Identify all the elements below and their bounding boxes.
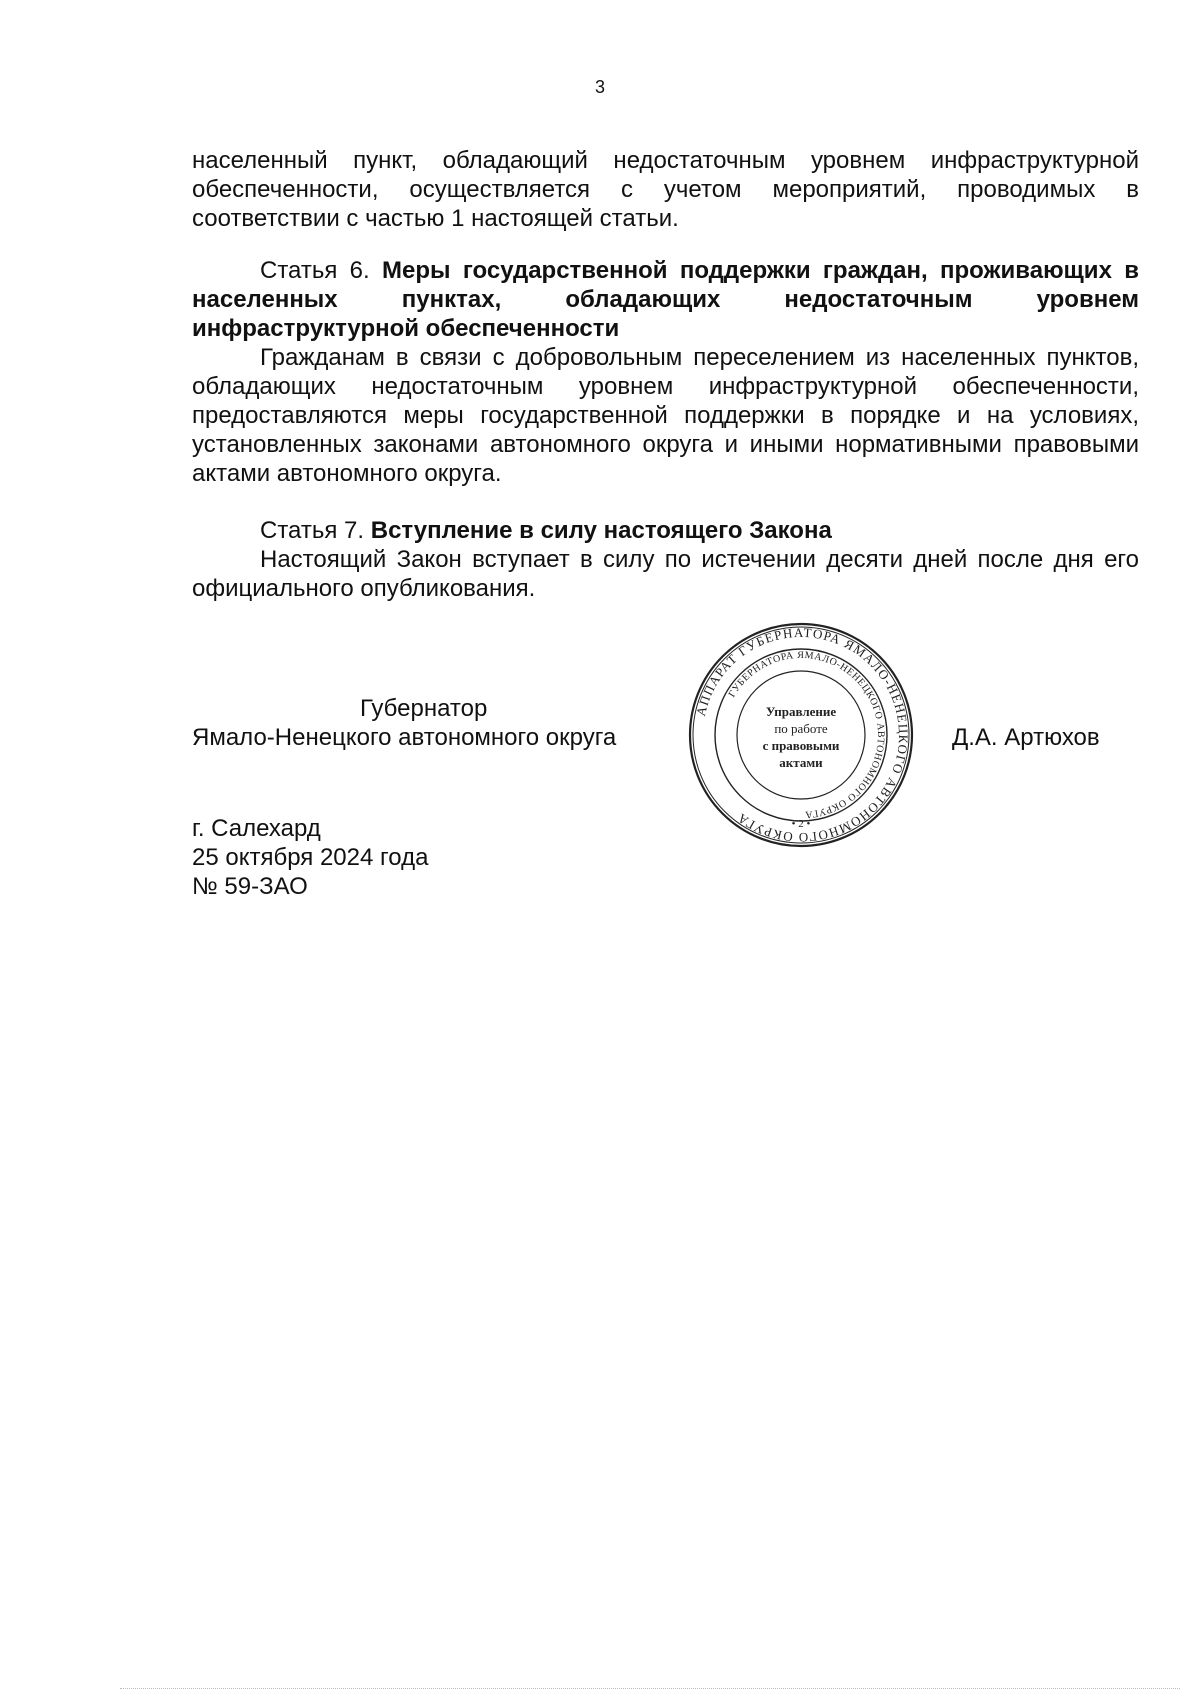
article-6-text: Гражданам в связи с добровольным переселением из населенных пунктов, обладающих недостаточным уровнем инфраструктурной обеспеченности, предоставляются меры государственной поддержки в порядке и на условиях, установленных законами автономного округа и иными нормативными правовыми актами автономного округа.: [192, 344, 1139, 487]
article-7-text: Настоящий Закон вступает в силу по истечении десяти дней после дня его официального опубликования.: [192, 546, 1139, 602]
article-6-title: Меры государственной поддержки граждан, проживающих в населенных пунктах, обладающих недостаточным уровнем инфраструктурной обеспеченности: [192, 257, 1139, 342]
seal-center-line1: Управление: [765, 704, 837, 719]
paragraph-continuation: [192, 146, 1139, 233]
seal-graphic: [688, 622, 914, 848]
seal-center-line2: по работе: [774, 721, 828, 736]
seal-outer-text: АППАРАТ ГУБЕРНАТОРА ЯМАЛО-НЕНЕЦКОГО АВТОНОМНОГО ОКРУГА: [692, 624, 912, 846]
seal-inner-text: ГУБЕРНАТОРА ЯМАЛО-НЕНЕЦКОГО АВТОНОМНОГО ОКРУГА: [726, 649, 887, 820]
signature-title-line1: Губернатор: [360, 695, 488, 722]
seal-number: • 2 •: [791, 818, 811, 830]
scan-edge-line: [120, 1688, 1180, 1689]
article-6: [192, 256, 1139, 488]
article-6-prefix: Статья 6.: [260, 257, 370, 284]
date: 25 октября 2024 года: [192, 844, 429, 871]
article-7-heading: [192, 516, 1139, 545]
law-number: № 59-ЗАО: [192, 873, 308, 900]
official-seal: [688, 622, 914, 848]
article-7: [192, 516, 1139, 603]
place-date-number: [192, 814, 428, 901]
seal-center-line3: с правовыми: [762, 738, 840, 753]
seal-center-line4: актами: [779, 755, 823, 770]
article-7-prefix: Статья 7.: [260, 517, 365, 544]
article-6-heading: [192, 256, 1139, 343]
signatory-name: Д.А. Артюхов: [952, 724, 1100, 751]
signature-title-line2: Ямало-Ненецкого автономного округа: [192, 724, 617, 751]
page-number: 3: [594, 77, 605, 97]
signature-title: [192, 694, 692, 752]
article-7-title: Вступление в силу настоящего Закона: [370, 517, 832, 544]
paragraph-1: населенный пункт, обладающий недостаточным уровнем инфраструктурной обеспеченности, осуществляется с учетом мероприятий, проводимых в соответствии с частью 1 настоящей статьи.: [192, 147, 1139, 232]
city: г. Салехард: [192, 815, 321, 842]
